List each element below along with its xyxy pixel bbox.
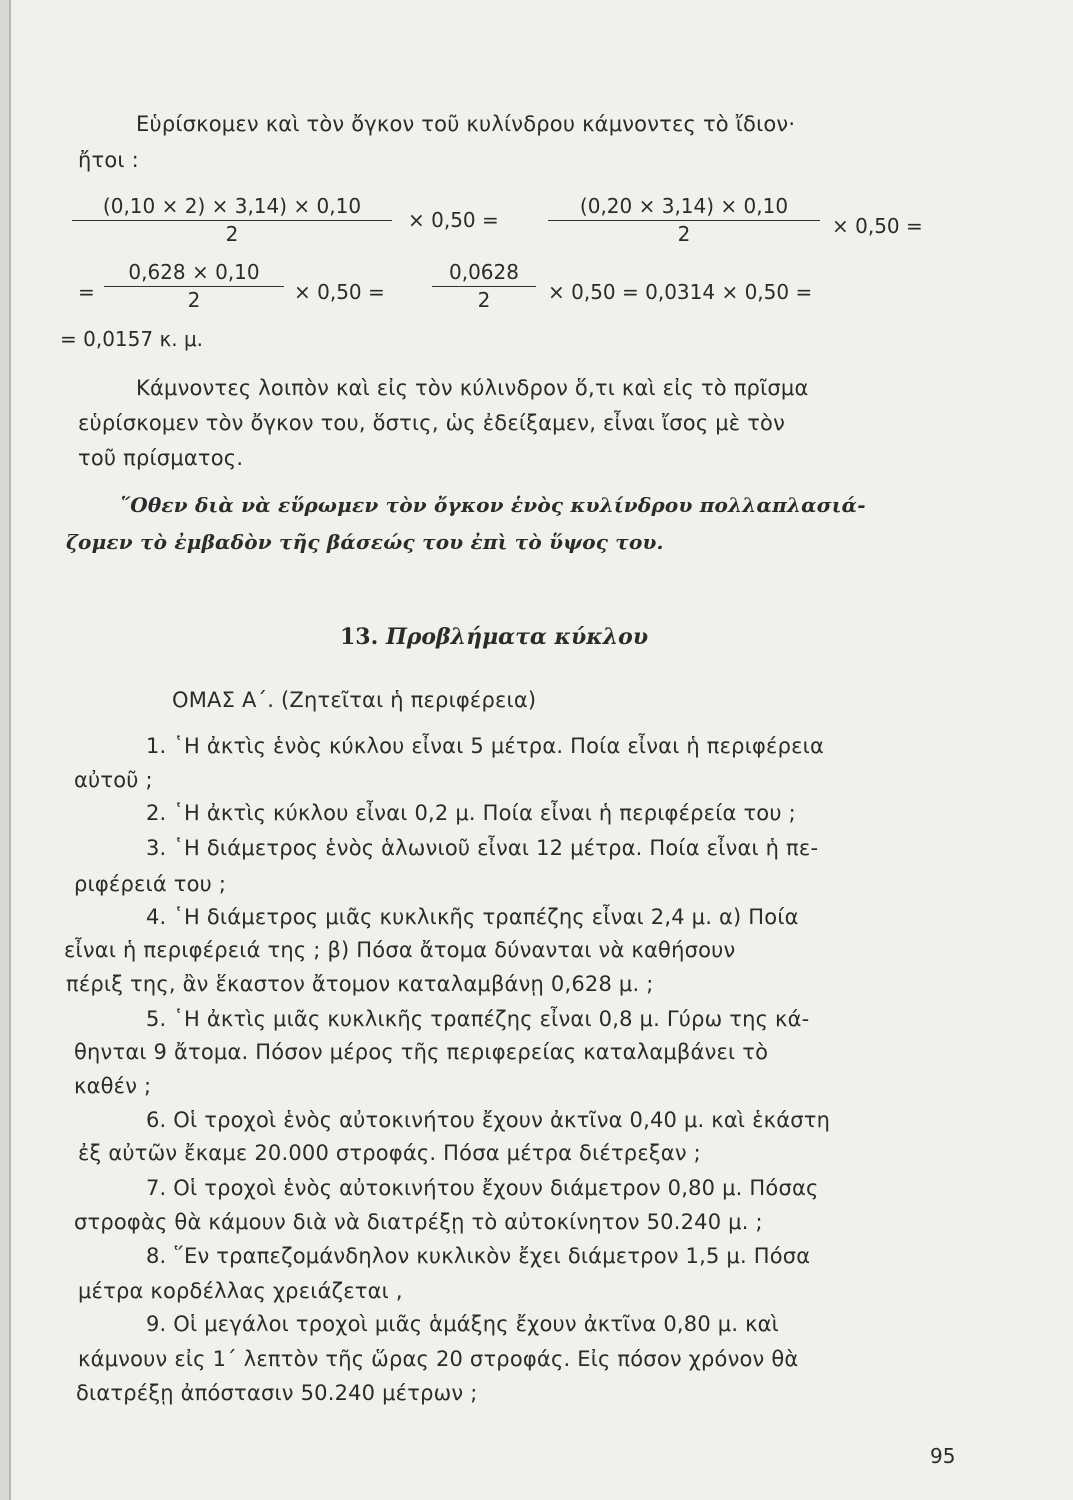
problem-line: διατρέξῃ ἀπόστασιν 50.240 μέτρων ; <box>76 1381 478 1405</box>
problem-line: 5. ῾Η ἀκτὶς μιᾶς κυκλικῆς τραπέζης εἶναι 0,8 μ. Γύρω της κά- <box>146 1007 810 1031</box>
operator-3: × 0,50 = <box>294 280 385 304</box>
fraction-2 <box>548 194 820 246</box>
page-binding-edge <box>0 0 11 1500</box>
operator-1: × 0,50 = <box>408 208 499 232</box>
problem-line: 4. ῾Η διάμετρος μιᾶς κυκλικῆς τραπέζης εἶναι 2,4 μ. α) Ποία <box>146 905 799 929</box>
problem-line: 8. ῞Εν τραπεζομάνδηλον κυκλικὸν ἔχει διάμετρον 1,5 μ. Πόσα <box>146 1244 811 1268</box>
para1-line-3: τοῦ πρίσματος. <box>78 446 244 470</box>
group-subtitle: (Ζητεῖται ἡ περιφέρεια) <box>281 688 537 712</box>
fraction-4-numerator: 0,0628 <box>432 260 536 287</box>
problem-line: αὐτοῦ ; <box>74 768 153 792</box>
fraction-2-numerator: (0,20 × 3,14) × 0,10 <box>548 194 820 221</box>
operator-4: × 0,50 = 0,0314 × 0,50 = <box>548 280 813 304</box>
problem-line: 2. ῾Η ἀκτὶς κύκλου εἶναι 0,2 μ. Ποία εἶναι ἡ περιφέρεία του ; <box>146 801 796 825</box>
para1-line-2: εὑρίσκομεν τὸν ὄγκον του, ὅστις, ὡς ἐδείξαμεν, εἶναι ἴσος μὲ τὸν <box>78 411 786 435</box>
problem-line: θηνται 9 ἄτομα. Πόσον μέρος τῆς περιφερείας καταλαμβάνει τὸ <box>74 1040 769 1064</box>
problem-line: πέριξ της, ἂν ἕκαστον ἄτομον καταλαμβάνῃ 0,628 μ. ; <box>66 972 654 996</box>
problem-line: μέτρα κορδέλλας χρειάζεται , <box>78 1279 403 1303</box>
fraction-1 <box>72 194 392 246</box>
page-number: 95 <box>930 1444 956 1468</box>
para1-line-1: Κάμνοντες λοιπὸν καὶ εἰς τὸν κύλινδρον ὅ,τι καὶ εἰς τὸ πρῖσμα <box>136 376 809 400</box>
problem-line: ἐξ αὐτῶν ἔκαμε 20.000 στροφάς. Πόσα μέτρα διέτρεξαν ; <box>78 1141 701 1165</box>
group-heading <box>172 688 536 712</box>
calc-result: = 0,0157 κ. μ. <box>60 327 204 351</box>
fraction-3-denominator: 2 <box>187 288 201 312</box>
fraction-4 <box>432 260 536 312</box>
rule-line-1: ῞Οθεν διὰ νὰ εὕρωμεν τὸν ὄγκον ἑνὸς κυλίνδρου πολλαπλασιά- <box>120 493 866 517</box>
problem-line: 9. Οἱ μεγάλοι τροχοὶ μιᾶς ἁμάξης ἔχουν ἀκτῖνα 0,80 μ. καὶ <box>146 1312 779 1336</box>
problem-line: ριφέρειά του ; <box>74 872 227 896</box>
fraction-2-denominator: 2 <box>677 222 691 246</box>
problem-line: κάμνουν εἰς 1΄ λεπτὸν τῆς ὥρας 20 στροφάς. Εἰς πόσον χρόνον θὰ <box>78 1347 799 1371</box>
problem-line: 6. Οἱ τροχοὶ ἑνὸς αὐτοκινήτου ἔχουν ἀκτῖνα 0,40 μ. καὶ ἑκάστη <box>146 1108 831 1132</box>
fraction-1-denominator: 2 <box>225 222 239 246</box>
equals-lead: = <box>78 280 95 304</box>
problem-line: στροφὰς θὰ κάμουν διὰ νὰ διατρέξῃ τὸ αὐτοκίνητον 50.240 μ. ; <box>74 1210 763 1234</box>
section-number: 13. <box>340 624 379 650</box>
intro-line-2: ἤτοι : <box>78 148 139 172</box>
fraction-1-numerator: (0,10 × 2) × 3,14) × 0,10 <box>72 194 392 221</box>
group-label: ΟΜΑΣ Α΄. <box>172 688 275 712</box>
rule-line-2: ζομεν τὸ ἐμβαδὸν τῆς βάσεώς του ἐπὶ τὸ ὕψος του. <box>66 530 664 554</box>
problem-line: 1. ῾Η ἀκτὶς ἑνὸς κύκλου εἶναι 5 μέτρα. Ποία εἶναι ἡ περιφέρεια <box>146 734 825 758</box>
section-heading <box>340 624 648 650</box>
fraction-4-denominator: 2 <box>477 288 491 312</box>
problem-line: εἶναι ἡ περιφέρειά της ; β) Πόσα ἄτομα δύνανται νὰ καθήσουν <box>64 938 736 962</box>
problem-line: 3. ῾Η διάμετρος ἑνὸς ἁλωνιοῦ εἶναι 12 μέτρα. Ποία εἶναι ἡ πε- <box>146 836 819 860</box>
fraction-3-numerator: 0,628 × 0,10 <box>104 260 284 287</box>
intro-line-1: Εὑρίσκομεν καὶ τὸν ὄγκον τοῦ κυλίνδρου κάμνοντες τὸ ἴδιον· <box>136 112 796 136</box>
problem-line: 7. Οἱ τροχοὶ ἑνὸς αὐτοκινήτου ἔχουν διάμετρον 0,80 μ. Πόσας <box>146 1176 819 1200</box>
problem-line: καθέν ; <box>74 1074 152 1098</box>
section-title: Προβλήματα κύκλου <box>385 624 649 650</box>
fraction-3 <box>104 260 284 312</box>
operator-2: × 0,50 = <box>832 214 923 238</box>
